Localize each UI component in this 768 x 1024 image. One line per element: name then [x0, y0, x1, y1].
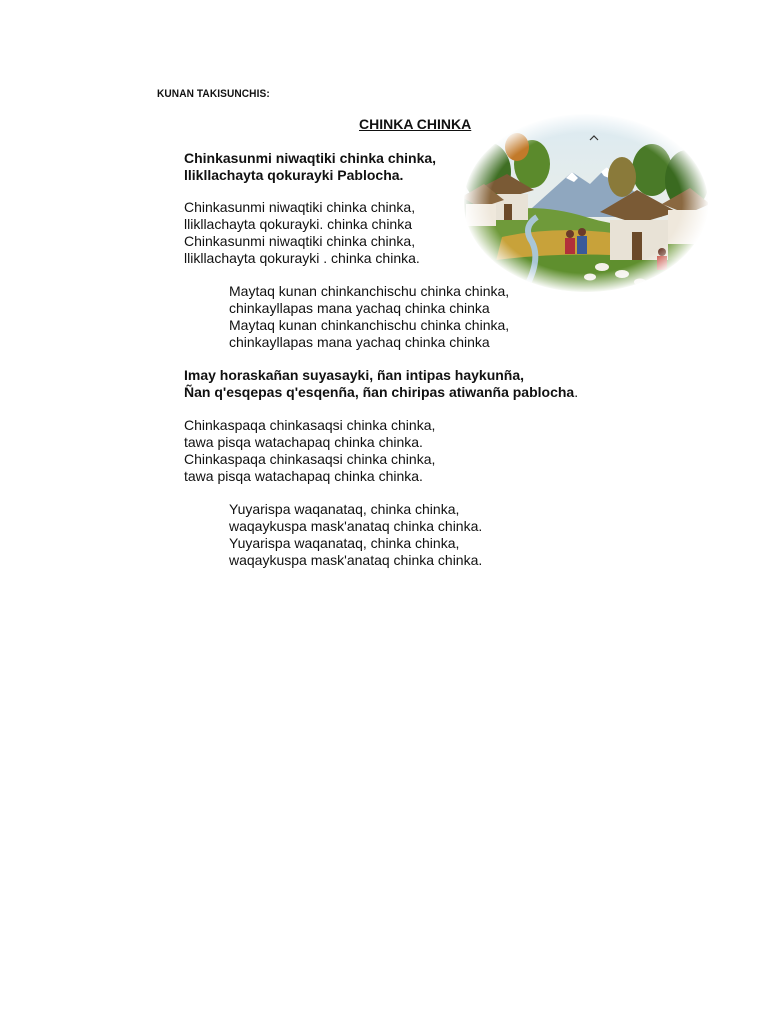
verse-line: chinkayllapas mana yachaq chinka chinka — [229, 300, 490, 316]
stanza-6 — [229, 501, 482, 569]
verse-line: Chinkaspaqa chinkasaqsi chinka chinka, — [184, 451, 436, 467]
verse-line: waqaykuspa mask'anataq chinka chinka. — [229, 518, 483, 534]
verse-line: llikllachayta qokurayki. chinka chinka — [184, 216, 412, 232]
verse-line: waqaykuspa mask'anataq chinka chinka. — [229, 552, 483, 568]
verse-line: Maytaq kunan chinkanchischu chinka chinka, — [229, 283, 510, 299]
stanza-1 — [184, 150, 436, 184]
verse-line: Yuyarispa waqanataq, chinka chinka, — [229, 501, 460, 517]
stanza-4 — [184, 367, 578, 401]
verse-line: Chinkasunmi niwaqtiki chinka chinka, — [184, 199, 416, 215]
verse-line: Chinkasunmi niwaqtiki chinka chinka, — [184, 150, 437, 166]
verse-line-text: Ñan q'esqepas q'esqenña, ñan chiripas atiwanña pablocha — [184, 384, 575, 400]
verse-line: llikllachayta qokurayki . chinka chinka. — [184, 250, 420, 266]
verse-line-trailing-punctuation: . — [574, 384, 579, 400]
section-heading: KUNAN TAKISUNCHIS: — [157, 88, 270, 100]
stanza-2 — [184, 199, 420, 267]
song-title: CHINKA CHINKA — [359, 116, 472, 132]
verse-line: Yuyarispa waqanataq, chinka chinka, — [229, 535, 460, 551]
verse-line: Imay horaskañan suyasayki, ñan intipas haykunña, — [184, 367, 525, 383]
verse-line — [184, 384, 578, 401]
verse-line: Chinkaspaqa chinkasaqsi chinka chinka, — [184, 417, 436, 433]
verse-line: llikllachayta qokurayki Pablocha. — [184, 167, 404, 183]
verse-line: Chinkasunmi niwaqtiki chinka chinka, — [184, 233, 416, 249]
stanza-5 — [184, 417, 435, 485]
village-landscape-painting-icon — [462, 112, 710, 294]
verse-line: tawa pisqa watachapaq chinka chinka. — [184, 434, 423, 450]
verse-line: Maytaq kunan chinkanchischu chinka chinka, — [229, 317, 510, 333]
verse-line: tawa pisqa watachapaq chinka chinka. — [184, 468, 423, 484]
verse-line: chinkayllapas mana yachaq chinka chinka — [229, 334, 490, 350]
